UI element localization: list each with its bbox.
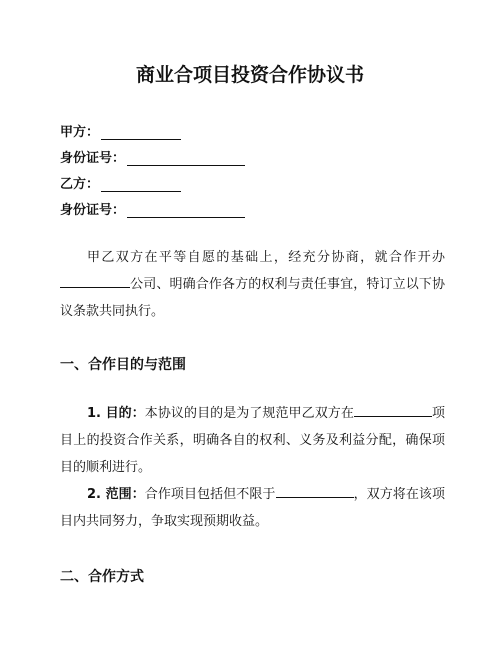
item1-text-b: 项目上的投资合作关系，明确各自的权利、义务及利益分配，确保项目的顺利进行。 bbox=[60, 406, 445, 475]
party-b-id-blank[interactable] bbox=[127, 203, 245, 218]
item2-label: 2. 范围： bbox=[87, 487, 145, 502]
party-a-id-field bbox=[60, 146, 245, 166]
intro-line1: 甲乙双方在平等自愿的基础上，经充分协商，就合作开办 bbox=[87, 250, 445, 265]
item1-label: 1. 目的： bbox=[87, 406, 145, 421]
project-name-blank[interactable] bbox=[354, 402, 432, 417]
party-b-field bbox=[60, 172, 181, 192]
section1-item2 bbox=[60, 481, 445, 535]
scope-blank[interactable] bbox=[276, 483, 354, 498]
party-a-id-blank[interactable] bbox=[127, 151, 245, 166]
party-a-field bbox=[60, 120, 181, 140]
intro-line3: 协议条款共同执行。 bbox=[60, 277, 445, 319]
party-b-label: 乙方： bbox=[60, 177, 100, 192]
item1-text-a: 本协议的目的是为了规范甲乙双方在 bbox=[144, 406, 354, 421]
company-name-blank[interactable] bbox=[60, 273, 130, 288]
item2-text-a: 合作项目包括但不限于 bbox=[144, 487, 276, 502]
intro-line2: 公司、明确合作各方的权利与责任事宜，特订立以下 bbox=[130, 277, 432, 292]
section2-heading: 二、合作方式 bbox=[60, 569, 144, 585]
item2-text-b: ，双方将在该项目内共同努力，争取实现预期收益。 bbox=[60, 487, 445, 529]
party-a-label: 甲方： bbox=[60, 125, 100, 140]
intro-paragraph bbox=[60, 244, 445, 325]
party-a-blank[interactable] bbox=[101, 125, 181, 140]
party-b-id-field bbox=[60, 198, 245, 218]
party-a-id-label: 身份证号： bbox=[60, 151, 126, 166]
document-title: 商业合项目投资合作协议书 bbox=[135, 64, 364, 86]
party-b-id-label: 身份证号： bbox=[60, 203, 126, 218]
section1-item1 bbox=[60, 400, 445, 481]
party-b-blank[interactable] bbox=[101, 177, 181, 192]
section1-heading: 一、合作目的与范围 bbox=[60, 357, 186, 373]
